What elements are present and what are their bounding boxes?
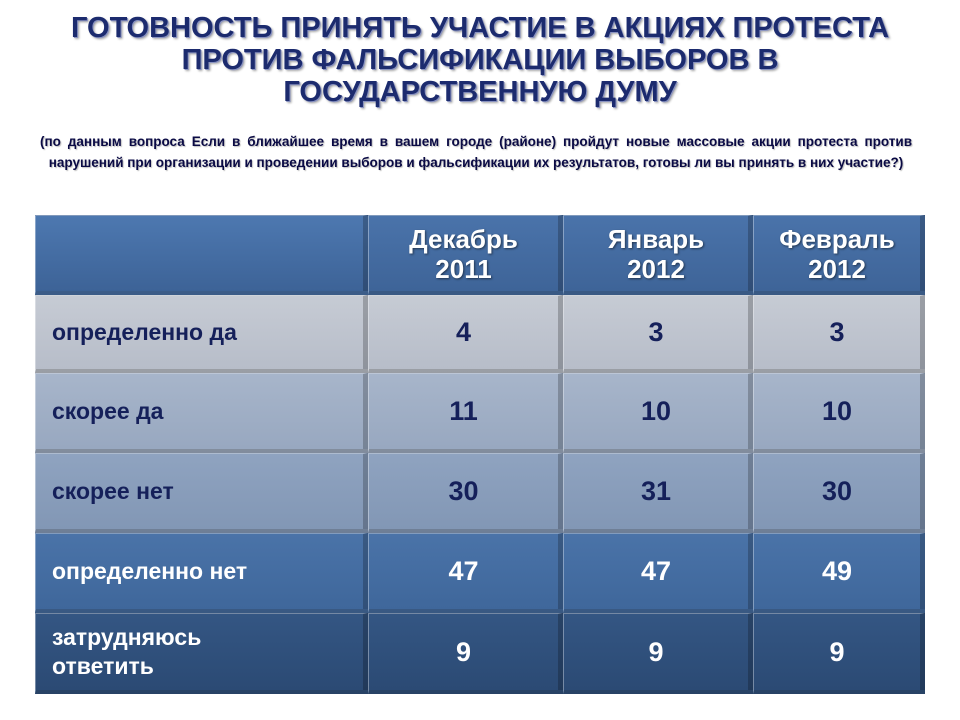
title-line-1: ГОТОВНОСТЬ ПРИНЯТЬ УЧАСТИЕ В АКЦИЯХ ПРОТЕСТА	[70, 12, 890, 44]
table-cell: 3	[753, 295, 925, 373]
row-label-rather-no: скорее нет	[35, 453, 368, 533]
table-cell: 31	[563, 453, 753, 533]
table-cell: 9	[368, 613, 563, 694]
results-table	[35, 215, 925, 694]
table-cell: 4	[368, 295, 563, 373]
row-label-text: определенно да	[52, 319, 237, 345]
row-label-rather-yes: скорее да	[35, 373, 368, 453]
table-cell: 47	[368, 533, 563, 613]
header-december-2011-text: Декабрь 2011	[409, 223, 518, 284]
row-label-definitely-no	[35, 533, 368, 613]
table-cell: 30	[368, 453, 563, 533]
header-february-2012	[753, 215, 925, 295]
table-cell: 47	[563, 533, 753, 613]
title-line-2: ПРОТИВ ФАЛЬСИФИКАЦИИ ВЫБОРОВ В	[181, 44, 779, 76]
row-label-text: затрудняюсь ответить	[52, 624, 202, 679]
header-january-2012-text: Январь 2012	[607, 223, 705, 284]
table-cell: 10	[753, 373, 925, 453]
table-cell: 11	[368, 373, 563, 453]
row-label-definitely-yes	[35, 295, 368, 373]
table-cell: 9	[563, 613, 753, 694]
header-blank-cell	[35, 215, 368, 295]
slide-title	[20, 12, 940, 108]
question-subtitle: (по данным вопроса Если в ближайшее время в вашем городе (районе) пройдут новые массовые акции протеста против нарушений при организации и проведении выборов и фальсификации их результатов, готовы ли вы принять в них участие?)	[40, 134, 912, 170]
header-february-2012-text: Февраль 2012	[779, 223, 895, 284]
title-line-3: ГОСУДАРСТВЕННУЮ ДУМУ	[283, 76, 677, 108]
header-january-2012	[563, 215, 753, 295]
header-december-2011	[368, 215, 563, 295]
row-label-text: определенно нет	[52, 558, 248, 584]
table-cell: 10	[563, 373, 753, 453]
row-label-hard-to-say	[35, 613, 368, 694]
table-cell: 3	[563, 295, 753, 373]
table-cell: 49	[753, 533, 925, 613]
table-cell: 9	[753, 613, 925, 694]
table-cell: 30	[753, 453, 925, 533]
